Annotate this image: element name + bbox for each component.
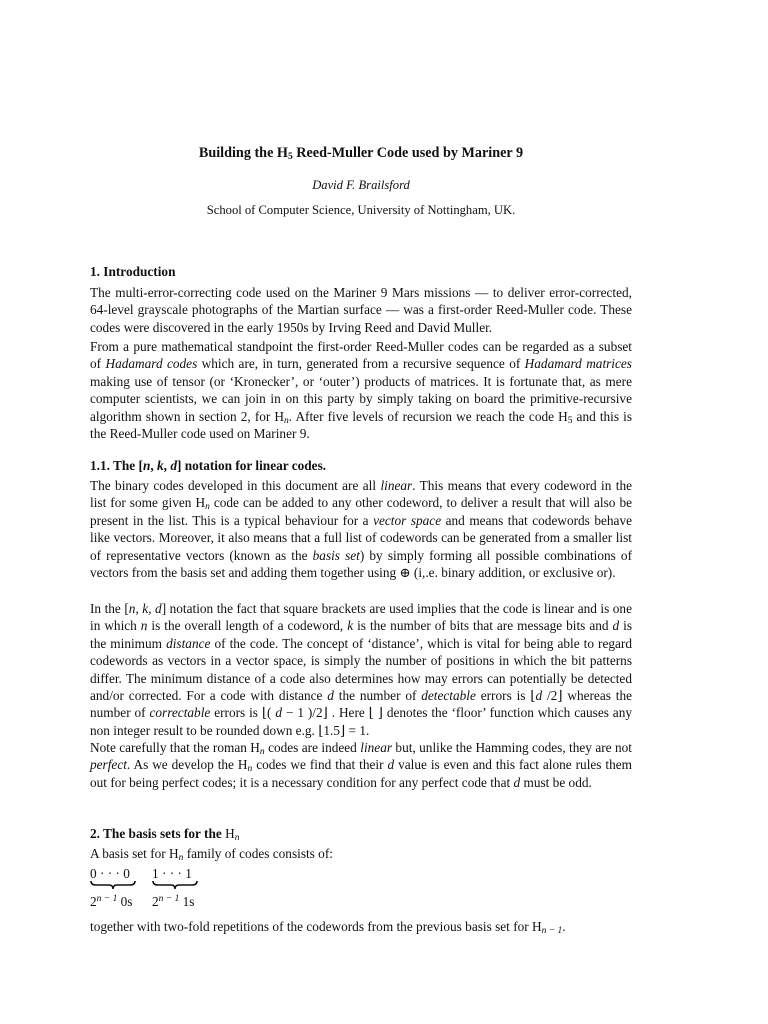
intro-paragraph-1: The multi-error-correcting code used on the Mariner 9 Mars missions — to deliver error-corrected, 64-level grayscale photographs of the Martian surface — was a first-order Reed-Muller code. These codes were discovered in the early 1950s by Irving Reed and David Muller. (90, 285, 632, 335)
section-2-heading: 2. The basis sets for the $H_n$ (90, 826, 240, 843)
section-1-1-heading: 1.1. The [n, k, d] notation for linear codes. (90, 458, 327, 473)
author: David F. Brailsford (312, 178, 410, 192)
intro-paragraph-2: From a pure mathematical standpoint the first-order Reed-Muller codes can be regarded as a subset of Hadamard codes which are, in turn, generated from a recursive sequence of Hadamard matrices making use of tensor (or ‘Kronecker’, or ‘outer’) products of matrices. It is fortunate that, as mere computer scientists, we can join in on this party by simply taking on board the primitive-recursive algorithm shown in section 2, for $H_n$. After five levels of recursion we reach the code $H_5$ and this is the Reed-Muller code used on Mariner 9. (90, 339, 632, 442)
section-1-heading: 1. Introduction (90, 264, 176, 279)
linear-codes-paragraph-1: The binary codes developed in this document are all linear. This means that every codeword in the list for some given $H_n$ code can be added to any other codeword, to deliver a result that will also be present in the list. This is a typical behaviour for a vector space and means that codewords behave like vectors. Moreover, it also means that a full list of codewords can be generated from a smaller list of representative vectors (known as the basis set) by simply forming all possible combinations of vectors from the basis set and adding them together using ⊕ (i,.e. binary addition, or exclusive or). (90, 478, 633, 581)
underbrace-icon (152, 880, 198, 890)
basis-set-intro: A basis set for $H_n$ family of codes consists of: (90, 846, 333, 863)
linear-codes-paragraph-2: In the [n, k, d] notation the fact that square brackets are used implies that the code is linear and is one in which n is the overall length of a codeword, k is the number of bits that are message bits and d is the minimum distance of the code. The concept of ‘distance’, which is vital for being able to regard codewords as vectors in a vector space, is simply the number of positions in which the bit patterns differ. The minimum distance of a code also determines how may errors can potentially be detected and/or corrected. For a code with distance d the number of detectable errors is ⌊d /2⌋ whereas the number of correctable errors is ⌊( d − 1 )/2⌋ . Here ⌊ ⌋ denotes the ‘floor’ function which causes any non integer result to be rounded down e.g. ⌊1.5⌋ = 1. (90, 601, 633, 738)
underbrace-icon (90, 880, 136, 890)
ones-vector: 1 · · · 1 $2^{n - 1}$ 1s (152, 866, 192, 882)
linear-codes-paragraph-3: Note carefully that the roman $H_n$ codes are indeed linear but, unlike the Hamming codes, they are not perfect. As we develop the $H_n$ codes we find that their d value is even and this fact alone rules them out for being perfect codes; it is a necessary condition for any perfect code that d must be odd. (90, 740, 633, 790)
basis-vectors (90, 866, 290, 910)
zeros-vector: 0 · · · 0 $2^{n - 1}$ 0s (90, 866, 130, 882)
affiliation: School of Computer Science, University of Nottingham, UK. (206, 203, 516, 217)
basis-set-continuation: together with two-fold repetitions of the codewords from the previous basis set for $H_{n - 1}$. (90, 919, 566, 936)
paper-title: Building the $H_5$ Reed-Muller Code used by Mariner 9 (198, 145, 524, 162)
